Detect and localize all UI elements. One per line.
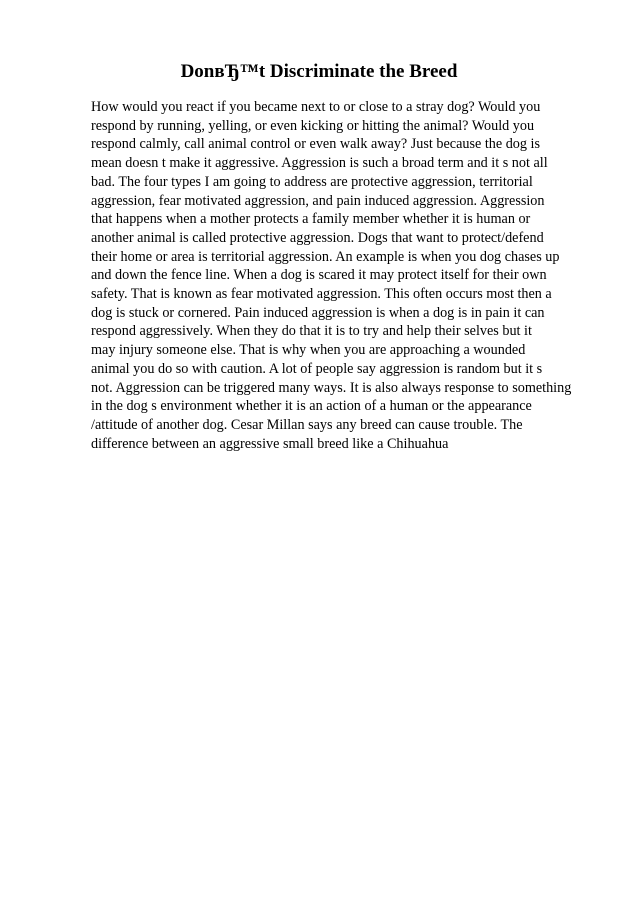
text-line: another animal is called protective aggression. Dogs that want to protect/defend <box>91 229 544 246</box>
body-paragraph <box>91 98 611 453</box>
text-line: animal you do so with caution. A lot of people say aggression is random but it s <box>91 360 543 377</box>
text-line: respond aggressively. When they do that it is to try and help their selves but it <box>91 323 532 340</box>
text-line: respond by running, yelling, or even kicking or hitting the animal? Would you <box>91 117 535 134</box>
document-title: DonвЂ™t Discriminate the Breed <box>180 61 458 82</box>
text-line: safety. That is known as fear motivated aggression. This often occurs most then a <box>91 286 552 303</box>
text-line: How would you react if you became next to or close to a stray dog? Would you <box>91 99 541 115</box>
text-line: bad. The four types I am going to address are protective aggression, territorial <box>91 173 533 190</box>
text-line: may injury someone else. That is why when you are approaching a wounded <box>91 342 526 359</box>
text-line: their home or area is territorial aggression. An example is when you dog chases up <box>91 248 560 265</box>
text-line: mean doesn t make it aggressive. Aggression is such a broad term and it s not all <box>91 155 548 172</box>
text-line: that happens when a mother protects a family member whether it is human or <box>91 211 531 228</box>
text-line: /attitude of another dog. Cesar Millan says any breed can cause trouble. The <box>91 416 523 433</box>
text-line: not. Aggression can be triggered many ways. It is also always response to something <box>91 379 572 396</box>
text-line: difference between an aggressive small breed like a Chihuahua <box>91 435 449 452</box>
text-line: respond calmly, call animal control or even walk away? Just because the dog is <box>91 136 540 153</box>
text-line: dog is stuck or cornered. Pain induced aggression is when a dog is in pain it can <box>91 304 545 321</box>
text-line: in the dog s environment whether it is an action of a human or the appearance <box>91 398 532 415</box>
text-line: aggression, fear motivated aggression, and pain induced aggression. Aggression <box>91 192 545 209</box>
text-line: and down the fence line. When a dog is scared it may protect itself for their own <box>91 267 547 284</box>
